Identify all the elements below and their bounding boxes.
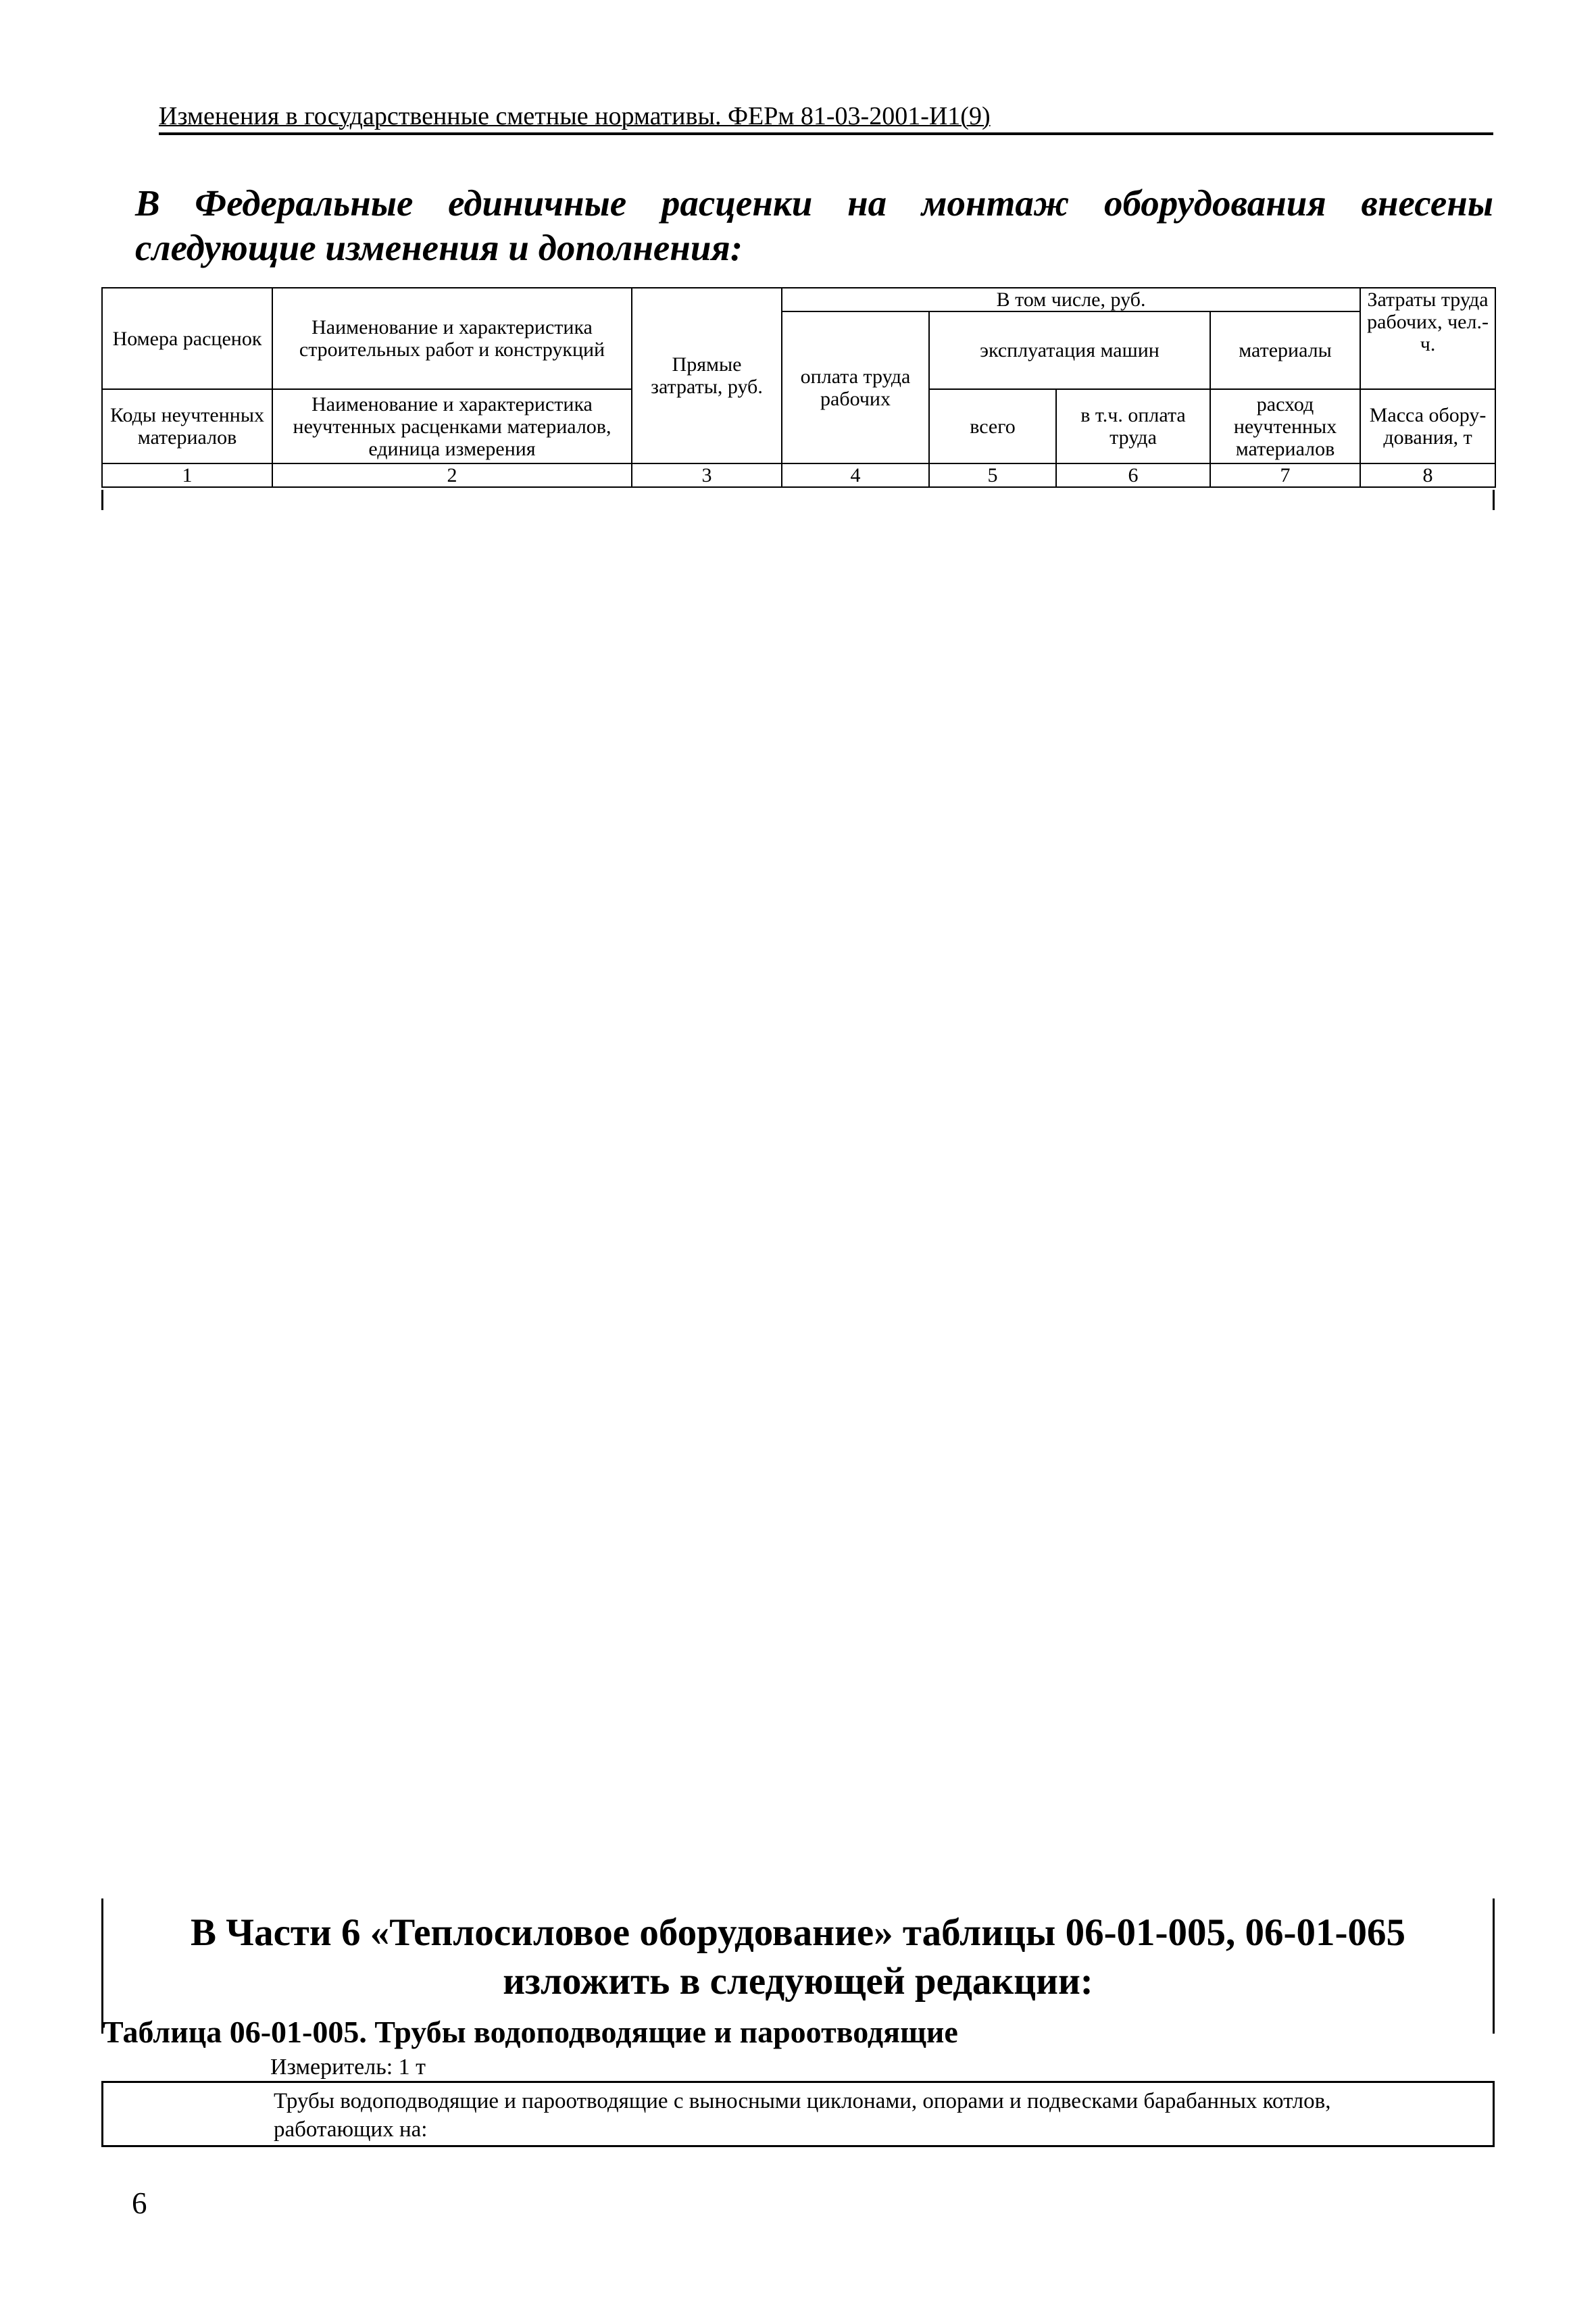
col-labor-pay: оплата труда рабочих — [782, 311, 929, 463]
part-6-title-line2: изложить в следующей редакции: — [503, 1960, 1093, 2003]
col-machines-labor: в т.ч. оплата труда — [1056, 389, 1210, 463]
col-number: 6 — [1056, 463, 1210, 487]
description-line-2: работающих на: — [274, 2117, 428, 2142]
measure-unit: Измеритель: 1 т — [270, 2055, 426, 2080]
col-machines-total: всего — [929, 389, 1056, 463]
running-header — [159, 101, 1493, 135]
col-number: 8 — [1360, 463, 1495, 487]
col-work-name: Наименование и характеристика строительных работ и конструкций — [272, 288, 632, 389]
page-number: 6 — [132, 2186, 147, 2220]
part-6-title-line1: В Части 6 «Теплосиловое оборудование» таблицы 06-01-005, 06-01-065 — [190, 1911, 1405, 1954]
col-number: 5 — [929, 463, 1056, 487]
col-materials: материалы — [1210, 311, 1360, 389]
col-rate-numbers: Номера расценок — [102, 288, 272, 389]
col-material-codes: Коды неучтенных материалов — [102, 389, 272, 463]
col-number: 4 — [782, 463, 929, 487]
table-left-rule — [101, 490, 103, 510]
col-equipment-mass: Масса обору-дования, т — [1360, 389, 1495, 463]
col-machines: эксплуатация машин — [929, 311, 1210, 389]
description-text — [274, 2087, 1483, 2144]
legend-table — [101, 287, 1496, 488]
table-right-rule — [1493, 490, 1495, 510]
col-labor-hours: Затраты труда рабочих, чел.-ч. — [1360, 288, 1495, 389]
col-number: 1 — [102, 463, 272, 487]
table-06-01-005-title: Таблица 06-01-005. Трубы водоподводящие и пароотводящие — [103, 2015, 958, 2049]
col-direct-costs: Прямые затраты, руб. — [632, 288, 782, 463]
col-number: 3 — [632, 463, 782, 487]
intro-heading: В Федеральные единичные расценки на монтаж оборудования внесены следующие изменения и дополнения: — [135, 182, 1493, 268]
col-material-usage: расход неучтенных материалов — [1210, 389, 1360, 463]
col-material-names: Наименование и характеристика неучтенных расценками материалов, единица измерения — [272, 389, 632, 463]
description-line-1: Трубы водоподводящие и пароотводящие с выносными циклонами, опорами и подвесками барабанных котлов, — [274, 2089, 1331, 2113]
running-header-text: Изменения в государственные сметные нормативы. ФЕРм 81-03-2001-И1(9) — [159, 102, 991, 130]
description-box — [101, 2081, 1495, 2147]
part-6-title — [103, 1909, 1493, 2006]
col-number: 7 — [1210, 463, 1360, 487]
col-group-header: В том числе, руб. — [782, 288, 1360, 311]
column-number-row — [102, 463, 1495, 487]
col-number: 2 — [272, 463, 632, 487]
